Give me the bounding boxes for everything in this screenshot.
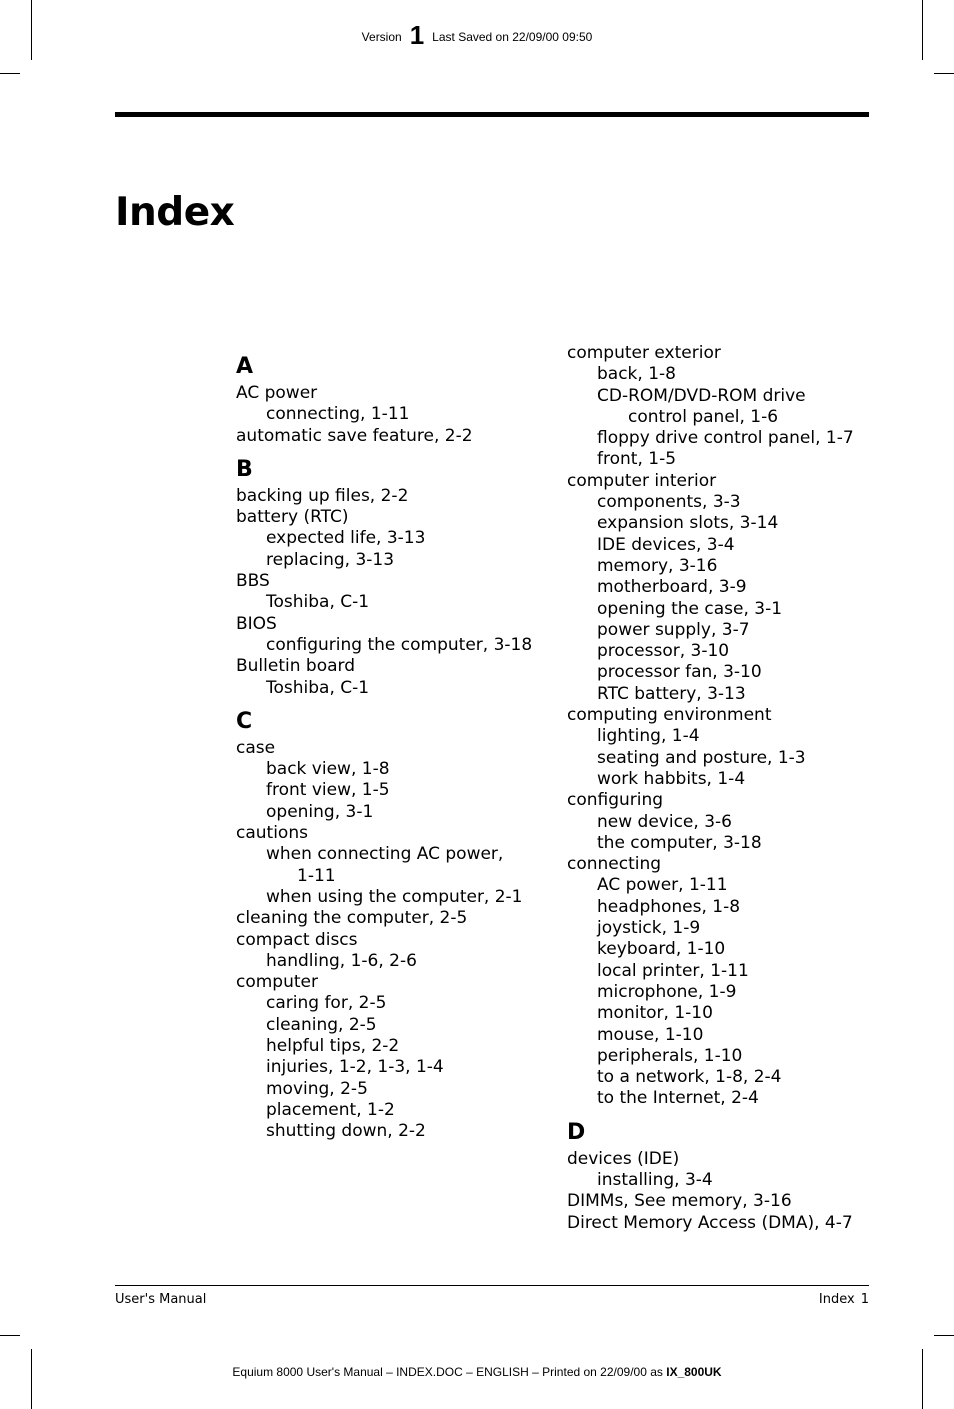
index-entry: computer xyxy=(236,972,318,993)
index-column-left xyxy=(236,350,532,1143)
index-subentry: to a network, 1-8, 2-4 xyxy=(597,1067,782,1088)
crop-mark xyxy=(934,73,954,74)
index-entry: cautions xyxy=(236,823,308,844)
index-entry: compact discs xyxy=(236,929,358,950)
footer-page-label xyxy=(819,1292,869,1307)
index-subentry: lighting, 1-4 xyxy=(597,726,700,747)
index-entry: case xyxy=(236,737,276,758)
index-subentry: the computer, 3-18 xyxy=(597,832,762,853)
index-subentry: processor fan, 3-10 xyxy=(597,662,762,683)
index-subentry: components, 3-3 xyxy=(597,492,741,513)
index-subentry: 1-11 xyxy=(297,865,336,886)
index-subentry: configuring the computer, 3-18 xyxy=(266,634,533,655)
print-info-text: Equium 8000 User's Manual – INDEX.DOC – ENGLISH – Printed on 22/09/00 as xyxy=(232,1365,667,1379)
index-subentry: shutting down, 2-2 xyxy=(266,1121,426,1142)
crop-mark xyxy=(0,1335,20,1336)
index-subentry: monitor, 1-10 xyxy=(597,1003,713,1024)
index-subentry: CD-ROM/DVD-ROM drive xyxy=(597,385,806,406)
crop-mark xyxy=(0,73,20,74)
index-subentry: when connecting AC power, xyxy=(266,844,504,865)
index-subentry: peripherals, 1-10 xyxy=(597,1045,743,1066)
index-entry: BIOS xyxy=(236,613,277,634)
index-entry: connecting xyxy=(567,854,662,875)
index-subentry: power supply, 3-7 xyxy=(597,619,750,640)
index-entry: configuring xyxy=(567,790,664,811)
crop-mark xyxy=(922,1349,923,1409)
index-subentry: Toshiba, C-1 xyxy=(266,677,370,698)
index-subentry: caring for, 2-5 xyxy=(266,993,387,1014)
footer-page-number: 1 xyxy=(860,1292,869,1307)
print-info xyxy=(0,1365,954,1379)
index-entry: automatic save feature, 2-2 xyxy=(236,425,473,446)
footer-section: Index xyxy=(818,1292,855,1307)
index-subentry: motherboard, 3-9 xyxy=(597,577,747,598)
index-entry: computer exterior xyxy=(567,343,721,363)
index-letter-heading: A xyxy=(236,354,254,379)
index-column-right xyxy=(567,343,854,1234)
index-subentry: expected life, 3-13 xyxy=(266,528,426,549)
index-subentry: to the Internet, 2-4 xyxy=(597,1088,759,1109)
index-subentry: opening, 3-1 xyxy=(266,801,374,822)
index-subentry: headphones, 1-8 xyxy=(597,896,741,917)
crop-mark xyxy=(934,1335,954,1336)
last-saved: Last Saved on 22/09/00 09:50 xyxy=(432,30,593,44)
index-subentry: memory, 3-16 xyxy=(597,555,718,576)
index-entry: DIMMs, See memory, 3-16 xyxy=(567,1191,792,1212)
index-entry: cleaning the computer, 2-5 xyxy=(236,908,468,929)
page-title: Index xyxy=(115,190,235,235)
index-letter-heading: C xyxy=(236,708,253,734)
index-subentry: floppy drive control panel, 1-7 xyxy=(597,428,854,449)
footer-manual-name: User's Manual xyxy=(115,1292,207,1307)
index-subentry: expansion slots, 3-14 xyxy=(597,513,779,534)
index-letter-heading: B xyxy=(236,456,253,482)
index-subentry: handling, 1-6, 2-6 xyxy=(266,950,417,971)
index-subentry: when using the computer, 2-1 xyxy=(266,886,523,907)
index-subentry: AC power, 1-11 xyxy=(597,875,728,896)
version-label: Version xyxy=(361,30,402,44)
index-subentry: connecting, 1-11 xyxy=(266,404,410,425)
index-letter-heading: D xyxy=(567,1119,586,1145)
index-subentry: installing, 3-4 xyxy=(597,1169,713,1190)
index-entry: battery (RTC) xyxy=(236,507,349,528)
index-subentry: back, 1-8 xyxy=(597,364,676,385)
index-subentry: joystick, 1-9 xyxy=(597,918,701,939)
top-rule xyxy=(115,112,869,117)
index-subentry: back view, 1-8 xyxy=(266,759,390,780)
index-subentry: front view, 1-5 xyxy=(266,780,390,801)
index-subentry: new device, 3-6 xyxy=(597,811,732,832)
index-entry: BBS xyxy=(236,571,270,592)
index-subentry: RTC battery, 3-13 xyxy=(597,683,746,704)
index-subentry: processor, 3-10 xyxy=(597,641,730,662)
index-subentry: Toshiba, C-1 xyxy=(266,592,370,613)
bottom-rule xyxy=(115,1285,869,1286)
index-subentry: microphone, 1-9 xyxy=(597,981,737,1002)
index-subentry: front, 1-5 xyxy=(597,449,677,470)
index-entry: Direct Memory Access (DMA), 4-7 xyxy=(567,1212,853,1233)
index-subentry: moving, 2-5 xyxy=(266,1078,368,1099)
index-subentry: injuries, 1-2, 1-3, 1-4 xyxy=(266,1057,444,1078)
index-subentry: control panel, 1-6 xyxy=(628,406,779,427)
index-subentry: replacing, 3-13 xyxy=(266,549,395,570)
index-subentry: mouse, 1-10 xyxy=(597,1024,704,1045)
version-number: 1 xyxy=(409,20,425,50)
print-info-code: IX_800UK xyxy=(666,1365,722,1379)
index-subentry: IDE devices, 3-4 xyxy=(597,534,735,555)
index-entry: Bulletin board xyxy=(236,656,355,677)
index-subentry: opening the case, 3-1 xyxy=(597,598,783,619)
index-subentry: local printer, 1-11 xyxy=(597,960,749,981)
index-subentry: helpful tips, 2-2 xyxy=(266,1036,400,1057)
index-entry: devices (IDE) xyxy=(567,1148,680,1169)
version-header xyxy=(0,20,954,51)
index-entry: backing up files, 2-2 xyxy=(236,485,409,506)
index-subentry: placement, 1-2 xyxy=(266,1099,395,1120)
index-entry: AC power xyxy=(236,383,318,403)
index-entry: computing environment xyxy=(567,705,772,726)
index-subentry: work habbits, 1-4 xyxy=(597,768,746,789)
index-subentry: cleaning, 2-5 xyxy=(266,1014,377,1035)
index-entry: computer interior xyxy=(567,470,717,491)
index-subentry: keyboard, 1-10 xyxy=(597,939,726,960)
crop-mark xyxy=(31,1349,32,1409)
index-subentry: seating and posture, 1-3 xyxy=(597,747,806,768)
